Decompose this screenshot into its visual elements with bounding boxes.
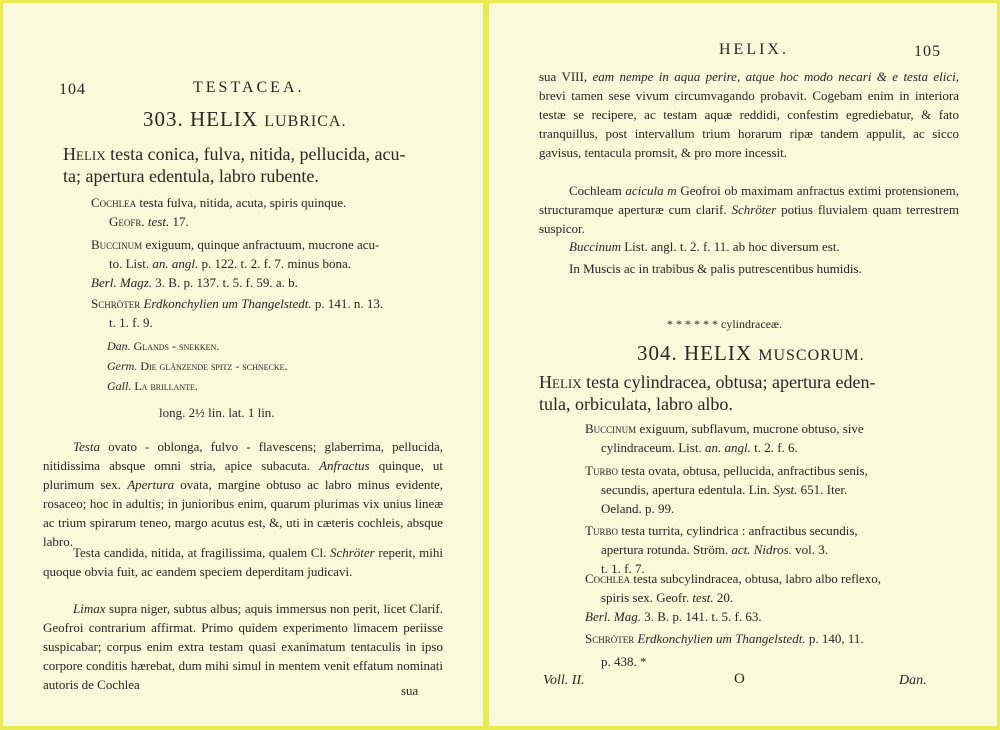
term: Apertura <box>127 477 175 492</box>
synonym-genus: Cochlea <box>585 571 631 586</box>
synonym-genus: Turbo <box>585 463 618 478</box>
paragraph-text: reperit, mihi quoque obvia fuit, ac eandem speciem deperditam judicavi. <box>43 545 443 579</box>
species-title-303 <box>143 107 346 132</box>
synonym-text: p. 122. t. 2. f. 7. minus bona. <box>198 256 351 271</box>
synonym-entry <box>91 193 451 231</box>
synonym-text: secundis, apertura edentula. Lin. <box>601 482 774 497</box>
language-label: Gall. <box>107 379 132 393</box>
synonym-entry <box>585 419 965 457</box>
synonym-text: testa fulva, nitida, acuta, spiris quinque. <box>136 195 347 210</box>
description-paragraph <box>539 181 959 238</box>
synonym-text: p. 140, 11. <box>805 631 864 646</box>
author-name: Schröter <box>731 202 777 217</box>
synonym-entry <box>91 294 461 332</box>
paragraph-text: sua VIII, <box>539 69 593 84</box>
synonym-entry <box>585 461 965 518</box>
left-page <box>3 3 483 726</box>
species-genus: HELIX <box>684 341 752 365</box>
paragraph-text: quinque, ut plurimum sex. <box>43 458 443 492</box>
synonym-text: testa subcylindracea, obtusa, labro albo reflexo, <box>630 571 882 586</box>
synonym-entry <box>91 235 451 273</box>
vernacular-name: Glands - snekken. <box>133 339 220 353</box>
synonym-text: Oeland. p. 99. <box>601 501 675 516</box>
diagnosis-303 <box>63 143 405 187</box>
synonym-text: exiguum, subflavum, mucrone obtuso, sive <box>636 421 864 436</box>
synonym-author: Schröter <box>91 296 141 311</box>
vernacular-name: Die glänzende spitz - schnecke. <box>140 359 288 373</box>
synonym-text: spiris sex. Geofr. <box>601 590 693 605</box>
paragraph-text: Cochleam <box>569 183 626 198</box>
description-paragraph <box>43 543 443 581</box>
footer-catchword: Dan. <box>899 673 927 688</box>
synonym-ref: Berl. Magz. <box>91 275 153 290</box>
language-label: Dan. <box>107 339 131 353</box>
paragraph-text: supra niger, subtus albus; aquis immersus non perit, licet Clarif. Geofroi contrarium affirmat. Primo quidem experimento limacem periisse suspicabar; corpus enim extra testam quasi exanimatum tentaculis in ipso corpore conditis hærebat, dum mihi simul in mentem venit effatum nominati autoris de Cochlea <box>43 601 443 692</box>
term: Anfractus <box>319 458 370 473</box>
synonym-author: Schröter <box>585 631 635 646</box>
footer-signature: O <box>734 671 745 687</box>
synonym-text: testa turrita, cylindrica : anfractibus secundis, <box>617 523 858 538</box>
right-page <box>489 3 997 726</box>
vernacular-name: La brillante. <box>134 379 198 393</box>
quotation: eam nempe in aqua perire, atque hoc modo necari & e testa elici, <box>592 69 959 84</box>
synonym-text: 3. B. p. 137. t. 5. f. 59. a. b. <box>152 275 298 290</box>
language-label: Germ. <box>107 359 138 373</box>
synonym-ref: Berl. Mag. <box>585 609 641 624</box>
synonym-text: 17. <box>172 214 189 229</box>
author-name: Schröter <box>329 545 375 560</box>
catchword-left: sua <box>401 683 419 698</box>
measurements: long. 2½ lin. lat. 1 lin. <box>159 405 275 420</box>
diagnosis-genus: Helix <box>63 144 106 164</box>
paragraph-text: List. angl. t. 2. f. 11. ab hoc diversum est. <box>620 239 840 254</box>
running-header-right: HELIX. <box>719 41 789 58</box>
synonym-ref: an. angl. <box>704 440 751 455</box>
synonym-genus: Cochlea <box>91 195 137 210</box>
synonym-genus: Buccinum <box>585 421 637 436</box>
page-number-left: 104 <box>59 81 86 98</box>
synonym-entry <box>91 273 451 292</box>
species-epithet: MUSCORUM. <box>758 347 865 364</box>
synonym-ref: Erdkonchylien um Thangelstedt. <box>637 631 806 646</box>
running-header-left: TESTACEA. <box>193 79 305 96</box>
paragraph-text: ovato - oblonga, fulvo - flavescens; glaberrima, pellucida, nitidissima absque omni stria, apice subacuta. <box>43 439 443 473</box>
section-label: cylindraceæ. <box>718 317 782 331</box>
synonym-author: Geofr. <box>109 214 145 229</box>
species-title-304 <box>637 341 865 366</box>
synonym-text: apertura rotunda. Ström. <box>601 542 732 557</box>
synonym-entry <box>585 629 975 671</box>
synonym-genus: Turbo <box>585 523 618 538</box>
synonym-ref: test. <box>692 590 714 605</box>
synonym-ref: an. angl. <box>152 256 199 271</box>
footer-volume: Voll. II. <box>543 673 585 688</box>
description-paragraph <box>43 599 443 694</box>
term: Buccinum <box>569 239 621 254</box>
paragraph-text: Geofroi ob maximam anfractus extimi protensionem, structuramque aperturæ cum clarif. <box>539 183 959 217</box>
paragraph-text: Testa candida, nitida, at fragilissima, qualem Cl. <box>73 545 330 560</box>
synonym-ref: act. Nidros. <box>731 542 792 557</box>
synonym-text: vol. 3. <box>791 542 829 557</box>
species-genus: HELIX <box>190 107 258 131</box>
synonym-ref: Syst. <box>773 482 798 497</box>
paragraph-text: ovata, margine obtuso ac labro minus evidente, rosaceo; hoc in adultis; in junioribus enim, quarum plurimas vix unius lineæ ac trium spirarum teneo, margo acutus est, &, uti in cæteris cochleis, absque labro. <box>43 477 444 549</box>
synonym-ref: test. <box>147 214 170 229</box>
description-paragraph <box>539 237 959 256</box>
continuation-paragraph <box>539 67 959 162</box>
term: acicula m <box>625 183 677 198</box>
species-number: 303. <box>143 107 184 131</box>
paragraph-text: potius fluvialem quam terrestrem suspicor. <box>539 202 959 236</box>
synonym-entry <box>585 607 965 626</box>
synonym-text: testa ovata, obtusa, pellucida, anfractibus senis, <box>617 463 868 478</box>
vernacular-germ <box>107 357 288 376</box>
diagnosis-304 <box>539 371 875 415</box>
vernacular-dan <box>107 337 219 356</box>
synonym-text: to. List. <box>109 256 153 271</box>
synonym-text: t. 1. f. 9. <box>109 315 153 330</box>
synonym-text: 20. <box>713 590 734 605</box>
section-heading <box>667 317 782 332</box>
vernacular-gall <box>107 377 198 396</box>
diagnosis-line: tula, orbiculata, labro albo. <box>539 394 733 414</box>
synonym-text: 3. B. p. 141. t. 5. f. 63. <box>640 609 762 624</box>
description-paragraph <box>43 437 443 551</box>
synonym-text: p. 141. n. 13. <box>311 296 384 311</box>
synonym-text: t. 2. f. 6. <box>750 440 798 455</box>
synonym-text: 651. Iter. <box>797 482 848 497</box>
synonym-genus: Buccinum <box>91 237 143 252</box>
synonym-text: cylindraceum. List. <box>601 440 705 455</box>
synonym-text: exiguum, quinque anfractuum, mucrone acu- <box>142 237 380 252</box>
species-number: 304. <box>637 341 678 365</box>
diagnosis-line: testa cylindracea, obtusa; apertura eden- <box>581 372 876 392</box>
species-epithet: LUBRICA. <box>264 113 347 130</box>
synonym-entry <box>585 569 965 607</box>
habitat-paragraph: In Muscis ac in trabibus & palis putrescentibus humidis. <box>569 261 862 276</box>
section-stars: * * * * * * <box>667 317 718 331</box>
diagnosis-genus: Helix <box>539 372 582 392</box>
diagnosis-line: testa conica, fulva, nitida, pellucida, acu- <box>105 144 406 164</box>
diagnosis-line: ta; apertura edentula, labro rubente. <box>63 166 319 186</box>
synonym-ref: Erdkonchylien um Thangelstedt. <box>143 296 312 311</box>
synonym-text: p. 438. * <box>601 654 647 669</box>
synonym-text: t. 1. f. 7. <box>601 561 645 576</box>
paragraph-text: brevi tamen sese vivum circumvagando probavit. Cogebam enim in interiora testæ se recipere, ac testam aquæ reddidi, confestim egrediebatur, & fato tranquillus, post intervallum trium horarum ripæ tandem appulit, ac sicco gavisus, tentacula promsit, & pro more incessit. <box>539 88 959 160</box>
term: Limax <box>73 601 106 616</box>
page-number-right: 105 <box>914 43 941 60</box>
term: Testa <box>73 439 100 454</box>
